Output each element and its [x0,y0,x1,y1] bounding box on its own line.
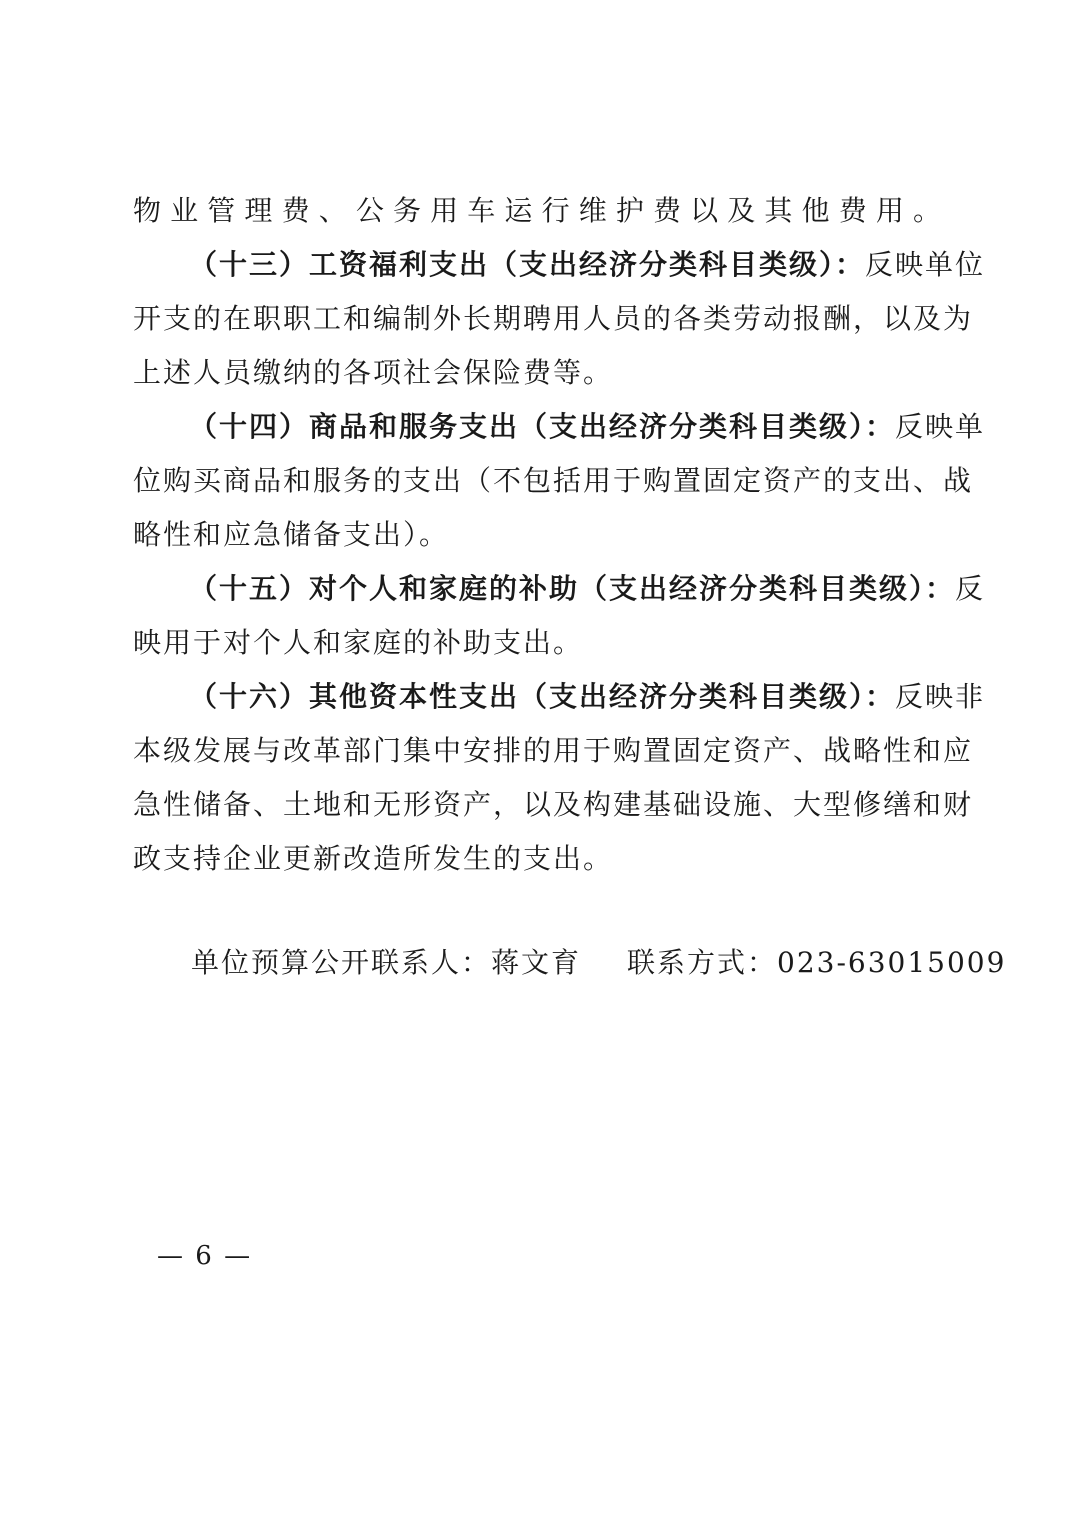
body-line: 政支持企业更新改造所发生的支出。 [133,842,614,875]
section-15-title: （十五）对个人和家庭的补助（支出经济分类科目类级）： [189,572,956,605]
body-line: 映用于对个人和家庭的补助支出。 [133,626,584,659]
body-line: 本级发展与改革部门集中安排的用于购置固定资产、战略性和应 [133,734,974,767]
body-line: 急性储备、土地和无形资产，以及构建基础设施、大型修缮和财 [133,788,974,821]
section-14-title: （十四）商品和服务支出（支出经济分类科目类级）： [189,410,896,443]
page-number: — 6 — [157,1241,253,1271]
body-line: 上述人员缴纳的各项社会保险费等。 [133,356,614,389]
document-body [133,184,986,886]
contact-person: 单位预算公开联系人：蒋文育 [191,946,582,979]
section-16-heading-line: （十六）其他资本性支出（支出经济分类科目类级）：反映非 [189,680,986,713]
section-13-heading-line: （十三）工资福利支出（支出经济分类科目类级）：反映单位 [189,248,986,281]
section-13-title: （十三）工资福利支出（支出经济分类科目类级）： [189,248,866,281]
body-line: 位购买商品和服务的支出（不包括用于购置固定资产的支出、战 [133,464,974,497]
body-line: 略性和应急储备支出）。 [133,518,450,551]
section-16-title: （十六）其他资本性支出（支出经济分类科目类级）： [189,680,896,713]
contact-phone: 联系方式：023-63015009 [627,946,1007,979]
section-14-heading-line: （十四）商品和服务支出（支出经济分类科目类级）：反映单 [189,410,986,443]
body-line: 开支的在职职工和编制外长期聘用人员的各类劳动报酬，以及为 [133,302,974,335]
section-15-heading-line: （十五）对个人和家庭的补助（支出经济分类科目类级）：反 [189,572,986,605]
body-line: 物业管理费、公务用车运行维护费以及其他费用。 [133,194,943,227]
